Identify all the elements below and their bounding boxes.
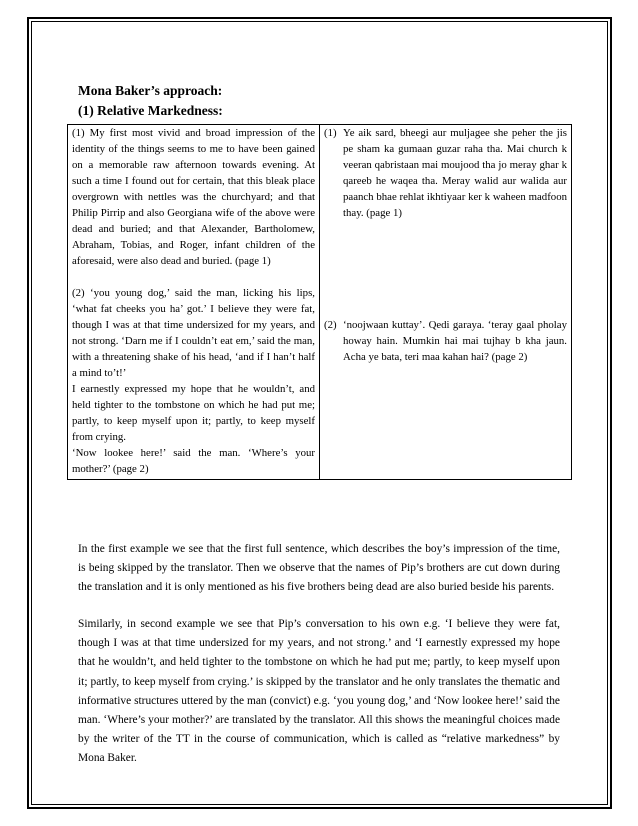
source-example-2-part-c: ‘Now lookee here!’ said the man. ‘Where’s your mother?’ (page 2) — [72, 447, 315, 475]
target-example-2 — [324, 317, 567, 365]
section-heading — [78, 81, 223, 121]
analysis-paragraph-1: In the first example we see that the first full sentence, which describes the boy’s impression of the time, is being skipped by the translator. Then we observe that the names of Pip’s brothers are cut down during the translation and it is only mentioned as his five brothers being dead are also buried beside his parents. — [78, 543, 560, 594]
source-example-2-part-b: I earnestly expressed my hope that he wouldn’t, and held tighter to the tombstone on which he had put me; partly, to keep myself upon it; partly, to keep myself from crying. — [72, 383, 315, 443]
target-text-cell — [320, 125, 572, 480]
analysis-paragraph-2: Similarly, in second example we see that Pip’s conversation to his own e.g. ‘I believe they were fat, though I was at that time undersized for my years, and not strong.’ and ‘I earnestly expressed my hope that he wouldn’t, and held tighter to the tombstone on which he had put me; partly, to keep myself upon it; partly, to keep myself from crying.’ is skipped by the translator and he only translates the thematic and informative structures uttered by the man (convict) e.g. ‘you young dog,’ and ‘Now lookee here!’ said the man. ‘Where’s your mother?’ are translated by the translator. All this shows the meaningful choices made by the writer of the TT in the course of communication, which is called as “relative markedness” by Mona Baker. — [78, 618, 560, 765]
target-example-2-text: ‘noojwaan kuttay’. Qedi garaya. ‘teray gaal pholay howay hain. Mumkin hai mai tujhay b kha jaun. Acha ye bata, teri maa kahan hai? (page 2) — [343, 319, 567, 363]
source-example-1: (1) My first most vivid and broad impression of the identity of the things seems to me to have been gained on a memorable raw afternoon towards evening. At such a time I found out for certain, that this bleak place overgrown with nettles was the churchyard; and that Philip Pirrip and also Georgiana wife of the above were dead and buried; and that Alexander, Bartholomew, Abraham, Tobias, and Roger, infant children of the aforesaid, were also dead and buried. (page 1) — [72, 127, 315, 267]
target-example-1 — [324, 125, 567, 221]
comparison-table — [67, 124, 572, 480]
table-row — [68, 125, 572, 480]
target-example-1-number: (1) — [324, 127, 337, 139]
heading-subtitle: (1) Relative Markedness: — [78, 103, 223, 118]
target-example-2-number: (2) — [324, 319, 337, 331]
source-example-2-part-a: (2) ‘you young dog,’ said the man, licking his lips, ‘what fat cheeks you ha’ got.’ I believe they were fat, though I was at that time undersized for my years, and not strong. ‘Darn me if I couldn’t eat em,’ said the man, with a threatening shake of his head, ‘and if I han’t half a mind to’t!’ — [72, 287, 315, 379]
heading-title: Mona Baker’s approach: — [78, 83, 223, 98]
source-text-cell — [68, 125, 320, 480]
target-example-1-text: Ye aik sard, bheegi aur muljagee she peher the jis pe sham ka gumaan guzar raha tha. Mai church k veeran qabristaan mai moujood tha jo meray ghar k qareeb he waqea tha. Meray walid aur walida aur paanch bhae rehlat ikhtiyaar ker k waheen madfoon thay. (page 1) — [343, 127, 567, 219]
